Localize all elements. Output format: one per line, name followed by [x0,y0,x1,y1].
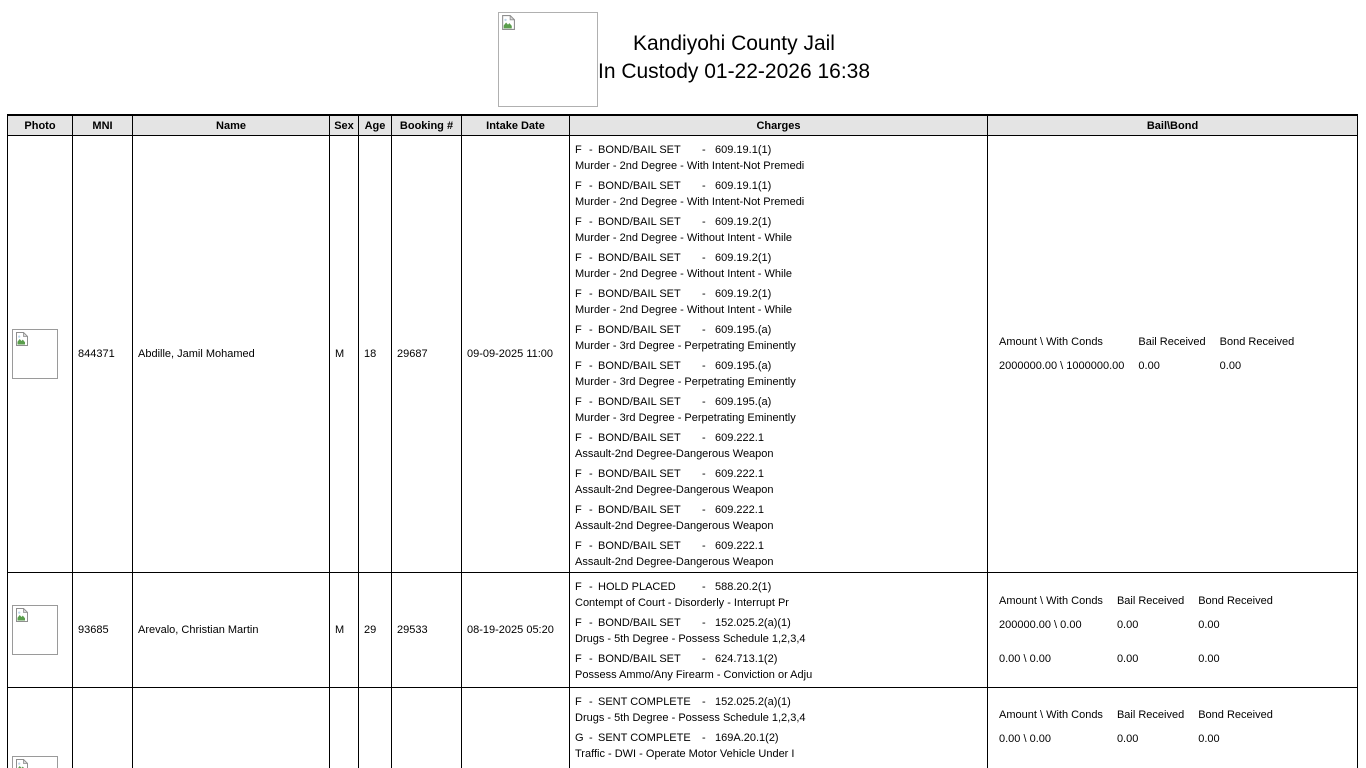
booking-number-cell [392,573,462,687]
charge-description: Murder - 2nd Degree - Without Intent - While [575,268,793,280]
charge-item [575,466,983,498]
charge-status: SENT COMPLETE [598,696,691,708]
charge-grade: F [575,696,582,708]
charge-separator: - [589,432,593,444]
charge-grade: F [575,540,582,552]
charge-description: Assault-2nd Degree-Dangerous Weapon [575,448,774,460]
charge-description: Murder - 3rd Degree - Perpetrating Eminently [575,412,796,424]
charge-status: BOND/BAIL SET [598,324,681,336]
charge-separator: - [589,732,593,744]
charge-line [575,730,983,746]
charge-item [575,615,983,647]
bail-value: 0.00 [1198,619,1220,631]
charge-line [575,214,983,230]
column-header-booking: Booking # [392,116,462,135]
charge-item [575,579,983,611]
charge-line [575,322,983,338]
intake-date-cell-value: 08-19-2025 05:20 [467,624,554,636]
bail-value: 200000.00 \ 0.00 [999,619,1082,631]
charge-item [575,538,983,570]
intake-date-cell [462,573,570,687]
broken-image-icon [501,15,515,30]
bail-value: 0.00 [1138,360,1160,372]
charge-line [575,502,983,518]
charge-separator: - [589,617,593,629]
charge-description: Drugs - 5th Degree - Possess Schedule 1,2,3,4 [575,633,806,645]
bail-column-header: Amount \ With Conds [999,336,1103,348]
charge-statute: 609.195.(a) [715,396,772,408]
charge-line [575,651,983,667]
charge-status: BOND/BAIL SET [598,288,681,300]
charge-description: Murder - 2nd Degree - With Intent-Not Premedi [575,160,805,172]
sex-cell [330,573,359,687]
charge-separator: - [589,696,593,708]
charge-item [575,322,983,354]
mni-cell [73,573,133,687]
charge-separator: - [702,504,706,516]
charge-separator: - [702,653,706,665]
agency-logo-placeholder [498,12,598,107]
bail-column-header: Amount \ With Conds [999,595,1103,607]
bail-column-header: Bond Received [1198,709,1273,721]
broken-image-icon [15,608,28,622]
charge-grade: F [575,432,582,444]
charge-item [575,430,983,462]
inmate-row [8,688,1357,768]
intake-date-cell-value: 09-09-2025 11:00 [467,348,554,360]
charges-cell [570,136,988,572]
charge-separator: - [702,696,706,708]
charge-description: Murder - 2nd Degree - Without Intent - While [575,304,793,316]
charge-line [575,178,983,194]
report-subtitle: In Custody 01-22-2026 16:38 [597,60,871,83]
charge-description: Murder - 3rd Degree - Perpetrating Eminently [575,376,796,388]
charge-grade: F [575,144,582,156]
name-cell [133,573,330,687]
inmate-row [8,573,1357,688]
charge-separator: - [702,432,706,444]
charge-statute: 152.025.2(a)(1) [715,617,791,629]
charge-separator: - [589,468,593,480]
bail-value: 0.00 \ 0.00 [999,733,1051,745]
charge-description: Drugs - 5th Degree - Possess Schedule 1,2,3,4 [575,712,806,724]
charge-description: Possess Ammo/Any Firearm - Conviction or Adju [575,669,813,681]
charge-separator: - [589,288,593,300]
bail-column-header: Bail Received [1116,595,1185,607]
charge-grade: F [575,581,582,593]
charge-statute: 609.195.(a) [715,360,772,372]
charge-separator: - [702,252,706,264]
charge-statute: 609.19.1(1) [715,144,772,156]
booking-number-cell-value: 29687 [397,348,428,360]
sex-cell [330,136,359,572]
charge-statute: 609.222.1 [715,432,764,444]
mni-cell-value: 844371 [78,348,115,360]
photo-cell [8,136,73,572]
charge-status: BOND/BAIL SET [598,653,681,665]
column-header-charges: Charges [570,116,988,135]
charge-separator: - [589,360,593,372]
charge-statute: 609.195.(a) [715,324,772,336]
bail-value: 0.00 [1198,653,1220,665]
charge-separator: - [702,732,706,744]
charge-status: SENT COMPLETE [598,732,691,744]
bail-column-header: Bail Received [1138,336,1206,348]
charge-description: Murder - 3rd Degree - Perpetrating Eminently [575,340,796,352]
charge-line [575,286,983,302]
charge-separator: - [589,653,593,665]
charge-separator: - [702,288,706,300]
charge-statute: 609.222.1 [715,540,764,552]
charge-separator: - [589,144,593,156]
inmate-photo-placeholder [12,756,58,768]
charge-separator: - [589,252,593,264]
charge-separator: - [589,180,593,192]
broken-image-icon [15,759,28,768]
age-cell-value: 29 [364,624,377,636]
charge-separator: - [702,540,706,552]
charge-grade: F [575,360,582,372]
bail-bond-block [999,707,1273,747]
charge-item [575,142,983,174]
charge-description: Traffic - DWI - Operate Motor Vehicle Under I [575,748,795,760]
bail-bond-cell [988,688,1357,768]
charge-separator: - [702,324,706,336]
bail-bond-block [999,334,1294,374]
sex-cell-value: M [335,624,345,636]
charge-separator: - [702,144,706,156]
charge-item [575,250,983,282]
broken-image-icon [15,332,28,346]
charge-separator: - [702,468,706,480]
charge-grade: F [575,504,582,516]
charge-description: Murder - 2nd Degree - With Intent-Not Premedi [575,196,805,208]
charge-separator: - [702,617,706,629]
charge-item [575,730,983,762]
charge-separator: - [702,581,706,593]
charge-line [575,466,983,482]
charge-separator: - [589,396,593,408]
charge-description: Assault-2nd Degree-Dangerous Weapon [575,556,774,568]
bail-bond-block [999,593,1273,667]
charge-grade: G [575,732,584,744]
sex-cell [330,688,359,768]
inmate-photo-placeholder [12,329,58,379]
charge-grade: F [575,396,582,408]
charge-line [575,538,983,554]
charge-status: BOND/BAIL SET [598,144,681,156]
charge-grade: F [575,653,582,665]
charge-description: Contempt of Court - Disorderly - Interrupt Pr [575,597,789,609]
charge-item [575,358,983,390]
bail-value: 2000000.00 \ 1000000.00 [999,360,1125,372]
charge-grade: F [575,180,582,192]
charge-separator: - [589,504,593,516]
charge-separator: - [589,540,593,552]
bail-value: 0.00 [1219,360,1242,372]
charge-line [575,615,983,631]
charge-status: BOND/BAIL SET [598,540,681,552]
charge-separator: - [702,216,706,228]
charge-grade: F [575,324,582,336]
charge-grade: F [575,216,582,228]
charge-status: BOND/BAIL SET [598,504,681,516]
bail-value: 0.00 [1116,733,1139,745]
charge-statute: 609.19.1(1) [715,180,772,192]
charge-item [575,178,983,210]
charges-cell [570,688,988,768]
charge-status: BOND/BAIL SET [598,252,681,264]
charge-status: BOND/BAIL SET [598,432,681,444]
booking-number-cell-value: 29533 [397,624,428,636]
column-header-intake-date: Intake Date [462,116,570,135]
intake-date-cell [462,136,570,572]
charge-grade: F [575,617,582,629]
charge-separator: - [702,360,706,372]
charge-statute: 609.222.1 [715,504,764,516]
report-header [0,0,1366,114]
charge-status: BOND/BAIL SET [598,617,681,629]
mni-cell [73,136,133,572]
inmate-photo-placeholder [12,605,58,655]
custody-table [7,114,1358,768]
charge-line [575,430,983,446]
charge-statute: 609.19.2(1) [715,216,772,228]
table-header-row [8,116,1357,136]
charge-line [575,250,983,266]
charge-status: BOND/BAIL SET [598,468,681,480]
age-cell [359,688,392,768]
charge-statute: 169A.20.1(2) [715,732,779,744]
photo-cell [8,688,73,768]
bail-value: 0.00 \ 0.00 [999,653,1051,665]
column-header-photo: Photo [8,116,73,135]
inmate-row [8,136,1357,573]
charge-statute: 624.713.1(2) [715,653,778,665]
charge-description: Assault-2nd Degree-Dangerous Weapon [575,484,774,496]
column-header-bail-bond: Bail\Bond [1146,119,1199,132]
bail-bond-cell [988,573,1357,687]
name-cell-value: Arevalo, Christian Martin [138,624,259,636]
report-titles [589,30,879,86]
charge-item [575,214,983,246]
booking-number-cell [392,136,462,572]
charge-statute: 152.025.2(a)(1) [715,696,791,708]
charge-item [575,286,983,318]
charge-line [575,394,983,410]
charge-separator: - [589,324,593,336]
report-title: Kandiyohi County Jail [633,32,835,55]
intake-date-cell [462,688,570,768]
charge-statute: 588.20.2(1) [715,581,772,593]
bail-bond-cell [988,136,1357,572]
name-cell [133,688,330,768]
charge-statute: 609.19.2(1) [715,252,772,264]
charge-item [575,694,983,726]
charge-item [575,502,983,534]
name-cell [133,136,330,572]
charge-separator: - [702,396,706,408]
charge-line [575,142,983,158]
bail-column-header: Amount \ With Conds [999,709,1103,721]
column-header-sex: Sex [330,116,359,135]
column-header-name: Name [133,116,330,135]
charge-grade: F [575,468,582,480]
charge-item [575,394,983,426]
charge-statute: 609.222.1 [715,468,764,480]
charge-item [575,651,983,683]
charge-separator: - [702,180,706,192]
charges-cell [570,573,988,687]
charge-separator: - [589,581,593,593]
charge-status: BOND/BAIL SET [598,180,681,192]
column-header-mni: MNI [73,116,133,135]
column-header-age: Age [359,116,392,135]
charge-description: Assault-2nd Degree-Dangerous Weapon [575,520,774,532]
charge-line [575,358,983,374]
charge-separator: - [589,216,593,228]
charge-description: Murder - 2nd Degree - Without Intent - While [575,232,793,244]
charge-statute: 609.19.2(1) [715,288,772,300]
bail-column-header: Bond Received [1198,595,1273,607]
mni-cell-value: 93685 [78,624,109,636]
sex-cell-value: M [335,348,345,360]
charge-grade: F [575,252,582,264]
booking-number-cell [392,688,462,768]
charge-status: BOND/BAIL SET [598,216,681,228]
charge-line [575,579,983,595]
bail-column-header: Bail Received [1116,709,1185,721]
charge-status: BOND/BAIL SET [598,360,681,372]
mni-cell [73,688,133,768]
table-body [8,136,1357,768]
bail-column-header: Bond Received [1219,336,1295,348]
name-cell-value: Abdille, Jamil Mohamed [138,348,255,360]
charge-status: HOLD PLACED [598,581,676,593]
charge-grade: F [575,288,582,300]
charge-line [575,694,983,710]
photo-cell [8,573,73,687]
age-cell [359,136,392,572]
age-cell-value: 18 [364,348,377,360]
age-cell [359,573,392,687]
bail-value: 0.00 [1116,653,1139,665]
bail-value: 0.00 [1198,733,1220,745]
bail-value: 0.00 [1116,619,1139,631]
charge-status: BOND/BAIL SET [598,396,681,408]
